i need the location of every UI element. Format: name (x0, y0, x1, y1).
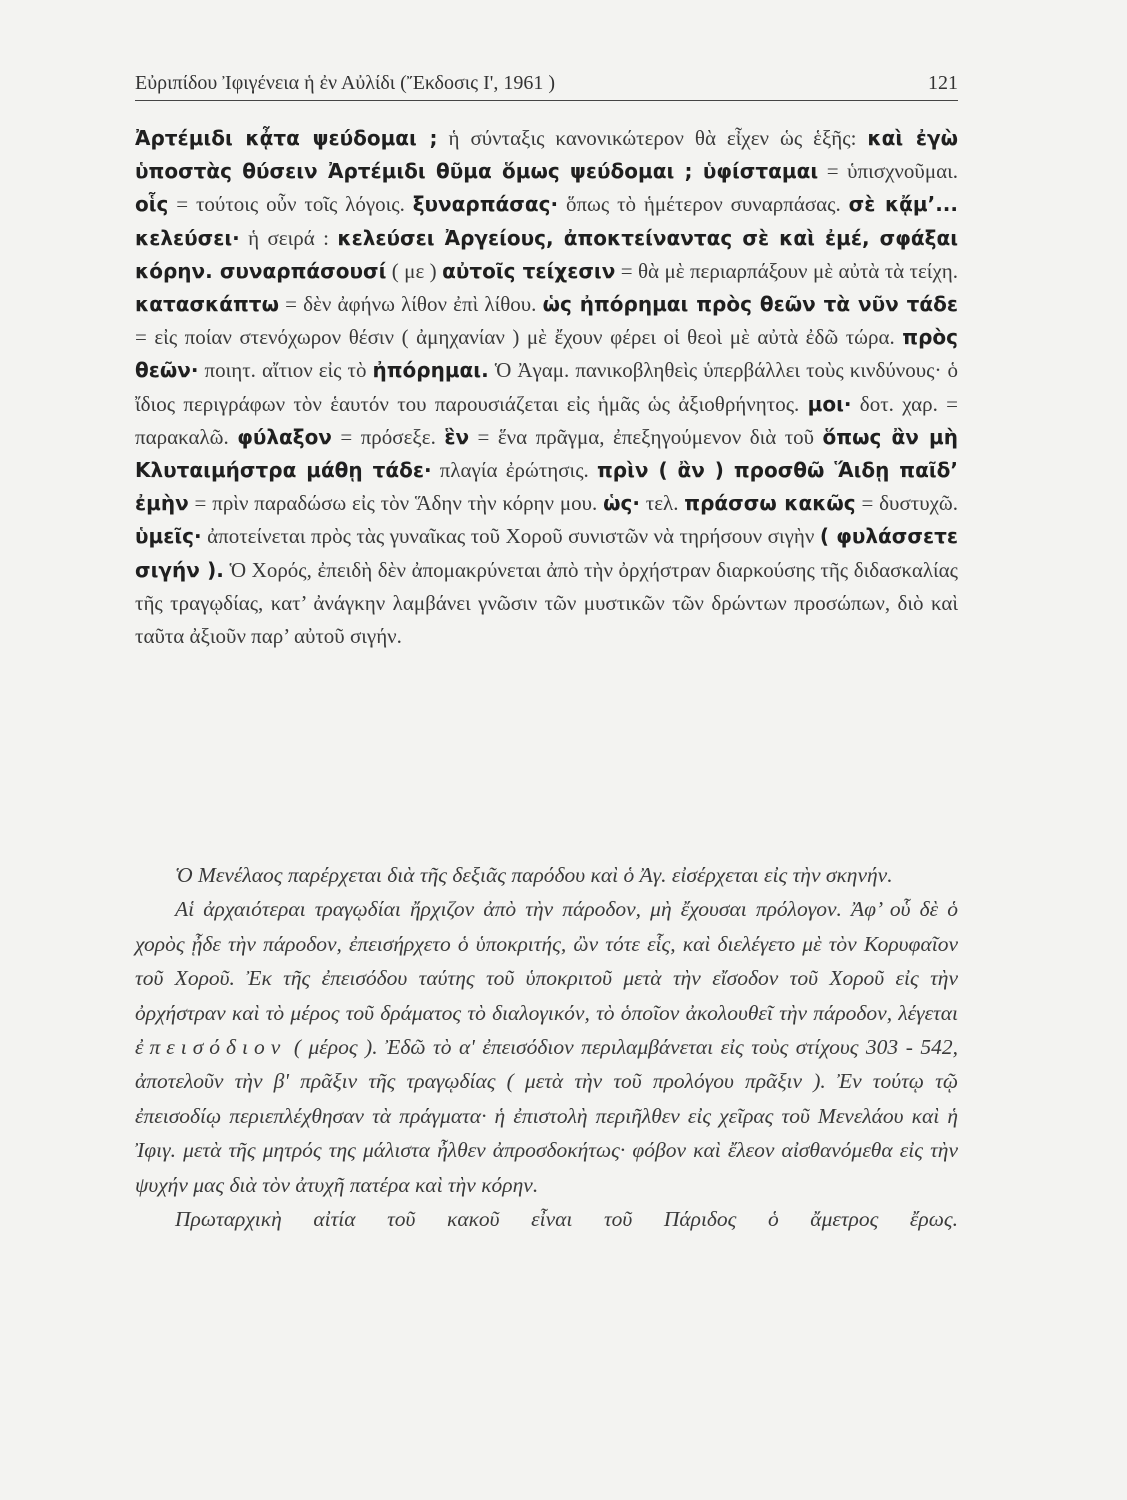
explanation: = τούτοις οὖν τοῖς λόγοις. (168, 192, 413, 217)
running-header (135, 72, 958, 95)
lemma: αὐτοῖς τείχεσιν (442, 258, 616, 283)
lemma: ὡς· (603, 491, 640, 516)
lemma: ( φυλάσσετε σιγήν ). (135, 524, 958, 582)
episode-note (135, 892, 958, 1202)
explanation: = ἕνα πρᾶγμα, ἐπεξηγούμενον διὰ τοῦ (469, 424, 823, 449)
explanation: ὅπως τὸ ἡμέτερον συναρπάσας. (558, 192, 849, 217)
lemma: ἓν (444, 424, 470, 449)
lemma: ὑμεῖς· (135, 524, 202, 549)
lemma: ὡς ἠπόρημαι πρὸς θεῶν τὰ νῦν τάδε (542, 292, 958, 317)
explanation: ἡ σύνταξις κανονικώτερον θὰ εἶχεν ὡς ἑξῆς: (437, 126, 868, 150)
explanation: ἀποτείνεται πρὸς τὰς γυναῖκας τοῦ Χοροῦ συνιστῶν νὰ τηρήσουν σιγὴν (201, 524, 820, 549)
lemma: ξυναρπάσας· (412, 192, 559, 217)
header-title: Εὐριπίδου Ἰφιγένεια ἡ ἐν Αὐλίδι (Ἔκδοσις Ι', 1961 ) (135, 72, 555, 94)
lemma: πρὶν ( ἂν ) προσθῶ Ἅιδῃ παῖδ’ ἐμὴν (135, 458, 958, 516)
episode-note-part-2: ( μέρος ). Ἐδῶ τὸ α' ἐπεισόδιον περιλαμβάνεται εἰς τοὺς στίχους 303 - 542, ἀποτελοῦν τὴν β' πρᾶξιν τῆς τραγῳδίας ( μετὰ τὴν τοῦ προλόγου πρᾶξιν ). Ἐν τούτῳ τῷ ἐπεισοδίῳ περιεπλέχθησαν τὰ πράγματα· ἡ ἐπιστολὴ περιῆλθεν εἰς χεῖρας τοῦ Μενελάου καὶ ἡ Ἰφιγ. μετὰ τῆς μητρός της μάλιστα ἦλθεν ἀπροσδοκήτως· φόβον καὶ ἔλεον αἰσθανόμεθα εἰς τὴν ψυχήν μας διὰ τὸν ἀτυχῆ πατέρα καὶ τὴν κόρην. (135, 1035, 958, 1197)
explanation: ποιητ. αἴτιον εἰς τὸ (198, 358, 373, 383)
spaced-term: ἐπεισόδιον (135, 1035, 287, 1060)
explanation: = πρὶν παραδώσω εἰς τὸν Ἅδην τὴν κόρην μου. (188, 491, 604, 516)
explanation: = θὰ μὲ περιαρπάξουν μὲ αὐτὰ τὰ τείχη. (615, 258, 959, 283)
lemma: πράσσω κακῶς (684, 491, 856, 516)
commentary-paragraph (135, 122, 958, 653)
page-number: 121 (928, 72, 958, 94)
lemma: μοι· (807, 391, 852, 416)
explanation: τελ. (639, 491, 685, 516)
stage-direction: Ὁ Μενέλαος παρέρχεται διὰ τῆς δεξιᾶς παρόδου καὶ ὁ Ἀγ. εἰσέρχεται εἰς τὴν σκηνήν. (175, 863, 893, 887)
explanation: Ὁ Ἀγαμ. πανικοβληθεὶς ὑπερβάλλει τοὺς κινδύνους· ὁ ἴδιος περιγράφων τὸν ἑαυτόν του παρουσιάζεται εἰς ἡμᾶς ὡς ἀξιοθρήνητος. (135, 358, 958, 416)
explanation: ( με ) (386, 258, 443, 283)
explanation: Ὁ Χορός, ἐπειδὴ δὲν ἀπομακρύνεται ἀπὸ τὴν ὀρχήστραν διαρκούσης τῆς διδασκαλίας τῆς τραγῳδίας, κατ’ ἀνάγκην λαμβάνει γνῶσιν τῶν μυστικῶν τῶν δρώντων προσώπων, διὸ καὶ ταῦτα ἀξιοῦν παρ’ αὐτοῦ σιγήν. (135, 557, 959, 649)
italic-notes (135, 858, 958, 1236)
cause-note: Πρωταρχικὴ αἰτία τοῦ κακοῦ εἶναι τοῦ Πάριδος ὁ ἄμετρος ἔρως. (175, 1207, 958, 1232)
lemma: ἠπόρημαι. (372, 358, 489, 383)
header-rule (135, 100, 958, 101)
explanation: = εἰς ποίαν στενόχωρον θέσιν ( ἀμηχανίαν ) μὲ ἔχουν φέρει οἱ θεοὶ μὲ αὐτὰ ἐδῶ τώρα. (135, 325, 903, 350)
lemma: κατασκάπτω (135, 292, 279, 317)
explanation: = δὲν ἀφήνω λίθον ἐπὶ λίθου. (278, 292, 543, 317)
explanation: = δυστυχῶ. (855, 491, 958, 516)
episode-note-part-1: Αἱ ἀρχαιότεραι τραγῳδίαι ἤρχιζον ἀπὸ τὴν πάροδον, μὴ ἔχουσαι πρόλογον. Ἀφ’ οὗ δὲ ὁ χορὸς ᾖδε τὴν πάροδον, ἐπεισήρχετο ὁ ὑποκριτής, ὢν τότε εἷς, καὶ διελέγετο μὲ τὸν Κορυφαῖον τοῦ Χοροῦ. Ἐκ τῆς ἐπεισόδου ταύτης τοῦ ὑποκριτοῦ μετὰ τὴν εἴσοδον τοῦ Χοροῦ εἰς τὴν ὀρχήστραν καὶ τὸ μέρος τοῦ δράματος τὸ διαλογικόν, τὸ ὁποῖον ἀκολουθεῖ τὴν πάροδον, λέγεται (135, 897, 958, 1025)
explanation: = πρόσεξε. (331, 424, 445, 449)
explanation: δοτ. χαρ. = παρακαλῶ. (135, 391, 958, 449)
commentary-text (135, 122, 958, 653)
lemma: φύλαξον (237, 424, 332, 449)
lemma: Ἀρτέμιδι κᾆτα ψεύδομαι ; (135, 126, 438, 150)
lemma: κελεύσει Ἀργείους, ἀποκτείναντας σὲ καὶ ἐμέ, σφάξαι κόρην. συναρπάσουσί (135, 225, 958, 283)
explanation: πλαγία ἐρώτησις. (431, 458, 597, 483)
lemma: καὶ ἐγὼ ὑποστὰς θύσειν Ἀρτέμιδι θῦμα ὅμως ψεύδομαι ; ὑφίσταμαι (135, 126, 958, 184)
explanation: ἡ σειρά : (239, 225, 338, 250)
lemma: σὲ κᾄμ’... κελεύσει· (135, 192, 958, 250)
lemma: πρὸς θεῶν· (135, 325, 958, 383)
lemma: ὅπως ἂν μὴ Κλυταιμήστρα μάθῃ τάδε· (135, 424, 958, 483)
lemma: οἷς (135, 192, 169, 217)
explanation: = ὑπισχνοῦμαι. (818, 159, 958, 184)
